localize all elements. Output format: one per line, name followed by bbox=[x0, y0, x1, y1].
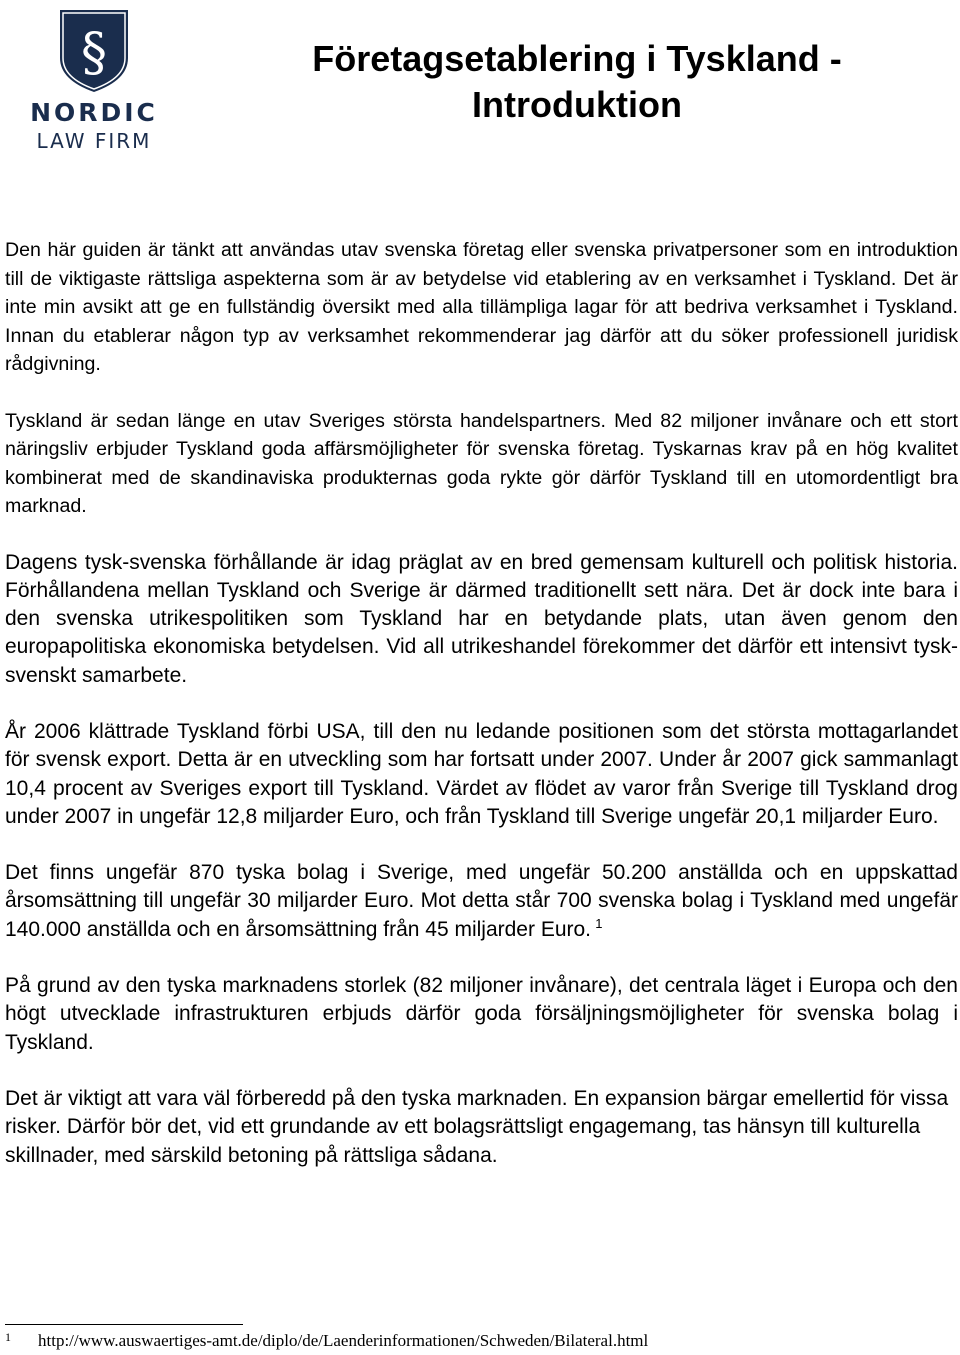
paragraph-export: År 2006 klättrade Tyskland förbi USA, till den nu ledande positionen som det största mottagarlandet för svensk export. Detta är en utveckling som har fortsatt under 2007. Under år 2007 gick sammanlagt 10,4 procent av Sveriges export till Tyskland. Värdet av flödet av varor från Sverige till Tyskland drog under 2007 in ungefär 12,8 miljarder Euro, och från Tyskland till Sverige ungefär 20,1 miljarder Euro. bbox=[5, 719, 958, 828]
paragraph-preparation: Det är viktigt att vara väl förberedd på den tyska marknaden. En expansion bärgar emellertid för vissa risker. Därför bör det, vid ett grundande av ett bolagsrättsligt engagemang, tas hänsyn till kulturella skillnader, med särskild betoning på rättsliga sådana. bbox=[5, 1086, 949, 1167]
document-body bbox=[5, 236, 958, 1170]
svg-text:§: § bbox=[81, 23, 107, 83]
shield-emblem-icon bbox=[58, 8, 130, 94]
logo-name: NORDIC bbox=[30, 98, 158, 127]
footnote-divider bbox=[5, 1324, 243, 1325]
footnote-number: 1 bbox=[5, 1330, 11, 1344]
paragraph-companies-text: Det finns ungefär 870 tyska bolag i Sverige, med ungefär 50.200 anställda och en uppskattad årsomsättning till ungefär 30 miljarder Euro. Mot detta står 700 svenska bolag i Tyskland med ungefär 140.000 anställda och en årsomsättning från 45 miljarder Euro. bbox=[5, 861, 958, 941]
footnote-link[interactable]: http://www.auswaertiges-amt.de/diplo/de/Laenderinformationen/Schweden/Bilateral.html bbox=[38, 1331, 649, 1350]
logo-subname: LAW FIRM bbox=[36, 129, 152, 153]
paragraph-companies bbox=[5, 859, 958, 944]
paragraph-intro: Den här guiden är tänkt att användas utav svenska företag eller svenska privatpersoner som en introduktion till de viktigaste rättsliga aspekterna som är av betydelse vid etablering av en verksamhet i Tyskland. Det är inte min avsikt att ge en fullständig översikt med alla tillämpliga lagar för att bedriva verksamhet i Tyskland. Innan du etablerar någon typ av verksamhet rekommenderar jag därför att du söker professionell juridisk rådgivning. bbox=[5, 239, 958, 375]
paragraph-market-size: På grund av den tyska marknadens storlek (82 miljoner invånare), det centrala läget i Europa och den högt utvecklade infrastrukturen erbjuds därför goda försäljningsmöjligheter för svenska bolag i Tyskland. bbox=[5, 974, 958, 1054]
paragraph-trade-partner: Tyskland är sedan länge en utav Sveriges största handelspartners. Med 82 miljoner invånare och ett stort näringsliv erbjuder Tyskland goda affärsmöjligheter för svenska företag. Tyskarnas krav på en hög kvalitet kombinerat med de skandinaviska produkternas goda rykte gör därför Tyskland till en utomordentligt bra marknad. bbox=[5, 409, 958, 517]
nordic-law-firm-logo bbox=[18, 8, 170, 153]
footnote bbox=[5, 1330, 955, 1352]
document-title: Företagsetablering i Tyskland - Introduktion bbox=[312, 38, 842, 125]
footnote-reference[interactable]: 1 bbox=[595, 915, 603, 931]
paragraph-relations: Dagens tysk-svenska förhållande är idag präglat av en bred gemensam kulturell och politisk historia. Förhållandena mellan Tyskland och Sverige är därmed traditionellt sett nära. Det är dock inte bara i den svenska utrikespolitiken som Tyskland har en betydande plats, utan även genom den europapolitiska ekonomiska betydelsen. Vid all utrikeshandel förekommer det därför ett intensivt tysk-svenskt samarbete. bbox=[5, 550, 958, 687]
